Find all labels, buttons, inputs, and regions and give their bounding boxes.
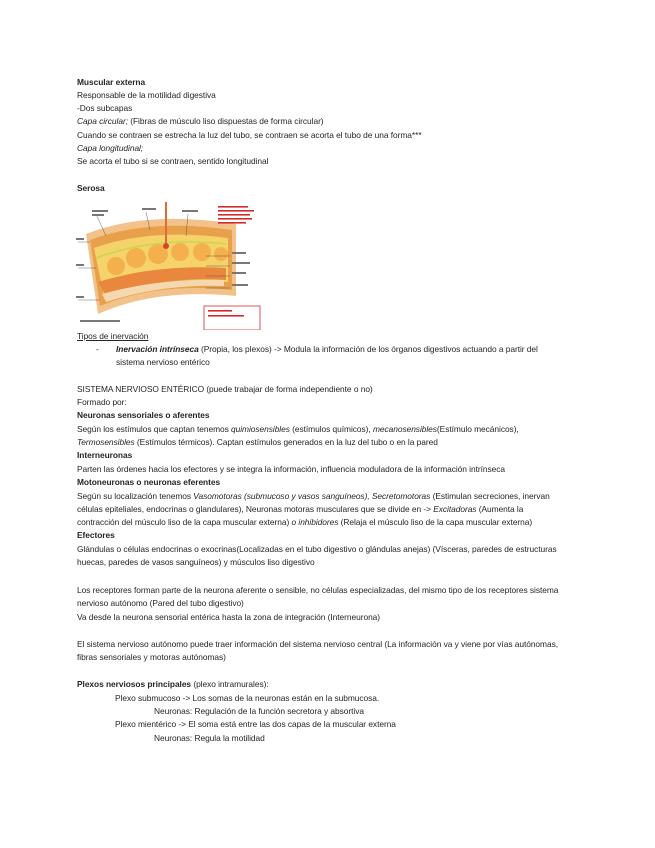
heading-muscular-externa: Muscular externa: [77, 77, 146, 87]
italic-term: quimiosensibles: [231, 424, 290, 434]
text-span: Según su localización tenemos: [77, 491, 194, 501]
text-line: [77, 116, 324, 127]
section-title-sne: SISTEMA NERVIOSO ENTÉRICO (puede trabajar de forma independiente o no): [77, 384, 373, 394]
text-span: contracción del músculo liso de la capa muscular externa): [77, 517, 292, 527]
bold-italic-term: Inervación intrínseca: [116, 344, 199, 354]
italic-term: mecanosensibles: [372, 424, 437, 434]
text-span: (Estímulo mecánicos),: [436, 424, 519, 434]
bullet-mark: -: [96, 344, 99, 354]
heading-serosa: Serosa: [77, 183, 105, 193]
heading-plexos: [77, 679, 269, 690]
heading-neuronas-sensoriales: Neuronas sensoriales o aferentes: [77, 410, 210, 420]
digestive-wall-cross-section-illustration: [76, 196, 262, 330]
text-line: Plexo submucoso -> Los somas de la neuronas están en la submucosa.: [115, 693, 380, 703]
text-line: Neuronas: Regula la motilidad: [154, 733, 265, 743]
text-line: [77, 491, 550, 502]
text-line: [77, 437, 438, 448]
text-line: Va desde la neurona sensorial entérica hasta la zona de integración (Interneurona): [77, 612, 381, 622]
italic-term: o inhibidores: [291, 517, 339, 527]
text-line: [77, 517, 532, 528]
text-line: fibras sensoriales y motoras autónomas): [77, 652, 226, 662]
text-span: (Relaja el músculo liso de la capa muscular externa): [338, 517, 533, 527]
text-line: huecas, paredes de vasos sanguíneos) y músculos liso digestivo: [77, 557, 315, 567]
text-span: (plexo intramurales):: [191, 679, 269, 689]
text-line: -Dos subcapas: [77, 103, 133, 113]
list-item: [116, 344, 538, 355]
italic-term: Excitadoras: [433, 504, 477, 514]
italic-term: Capa circular;: [77, 116, 128, 126]
text-line: [77, 424, 519, 435]
italic-term: Capa longitudinal;: [77, 143, 144, 153]
bold-term: Plexos nerviosos principales: [77, 679, 192, 689]
list-item-continuation: sistema nervioso entérico: [116, 357, 210, 367]
text-line: nervioso autónomo (Pared del tubo digestivo): [77, 598, 244, 608]
text-line: Plexo mientérico -> El soma está entre las dos capas de la muscular externa: [115, 719, 396, 729]
text-line: Glándulas o células endocrinas o exocrinas(Localizadas en el tubo digestivo o glándulas anejas) (Vísceras, paredes de estructuras: [77, 544, 557, 554]
italic-term: Vasomotoras (submucoso y vasos sanguíneos), Secretomotoras: [193, 491, 431, 501]
text-line: Cuando se contraen se estrecha la luz del tubo, se contraen se acorta el tubo de una forma***: [77, 130, 422, 140]
text-line: Parten las órdenes hacia los efectores y se integra la información, influencia moduladora de la información intrínseca: [77, 464, 505, 474]
text-span: (Fibras de músculo liso dispuestas de forma circular): [127, 116, 324, 126]
text-line: Se acorta el tubo si se contraen, sentido longitudinal: [77, 156, 269, 166]
text-span: (Estimulan secreciones, inervan: [430, 491, 550, 501]
heading-efectores: Efectores: [77, 530, 115, 540]
italic-term: Termosensibles: [77, 437, 135, 447]
text-line: El sistema nervioso autónomo puede traer información del sistema nervioso central (La información va y viene por vías autónomas,: [77, 639, 558, 649]
text-line: Responsable de la motilidad digestiva: [77, 90, 216, 100]
text-line: Formado por:: [77, 397, 127, 407]
heading-interneuronas: Interneuronas: [77, 450, 133, 460]
text-span: (Aumenta la: [476, 504, 524, 514]
text-line: [77, 504, 523, 515]
text-span: Según los estímulos que captan tenemos: [77, 424, 232, 434]
text-span: (Propia, los plexos) -> Modula la información de los órganos digestivos actuando a partir del: [198, 344, 538, 354]
heading-motoneuronas: Motoneuronas o neuronas eferentes: [77, 477, 221, 487]
text-span: células epiteliales, endocrinas o glandulares), Neuronas motoras musculares que se divide en ->: [77, 504, 434, 514]
text-line: Los receptores forman parte de la neurona aferente o sensible, no células especializadas, del mismo tipo de los receptores sistema: [77, 585, 559, 595]
text-span: (estímulos químicos),: [289, 424, 373, 434]
heading-tipos-inervacion: Tipos de inervación: [77, 331, 149, 341]
text-span: (Estímulos térmicos). Captan estímulos generados en la luz del tubo o en la pared: [134, 437, 438, 447]
text-line: Neuronas: Regulación de la función secretora y absortiva: [154, 706, 364, 716]
